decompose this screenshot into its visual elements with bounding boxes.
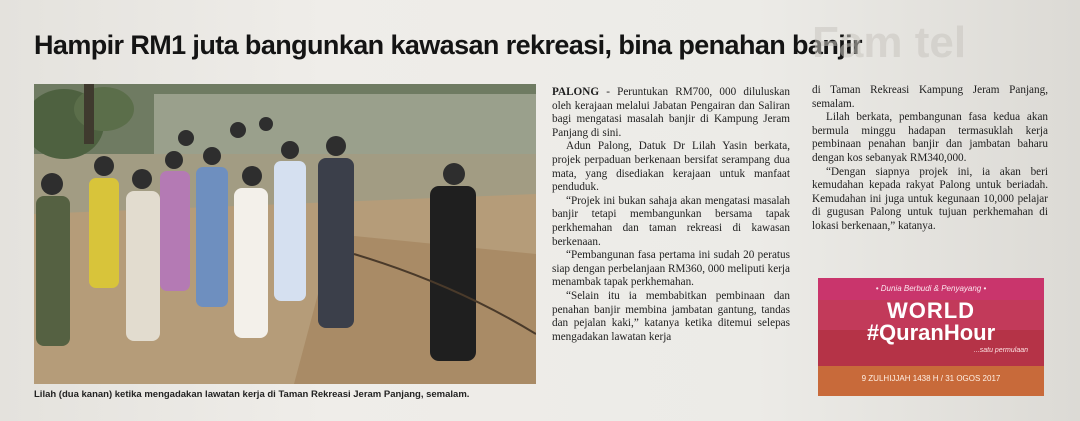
paragraph-text: - Peruntukan RM700, 000 diluluskan oleh kerajaan melalui Jabatan Pengairan dan Saliran bagi mengatasi masalah banjir di Kampung Jeram Panjang di sini. bbox=[552, 86, 790, 139]
dateline: PALONG bbox=[552, 86, 600, 98]
article-paragraph: “Pembangunan fasa pertama ini sudah 20 peratus siap dengan perbelanjaan RM360, 000 meliputi kerja menambak tapak perkhemahan. bbox=[552, 249, 790, 289]
article-paragraph: di Taman Rekreasi Kampung Jeram Panjang, semalam. bbox=[812, 84, 1048, 110]
article-column-2 bbox=[812, 84, 1048, 234]
ad-date: 9 ZULHIJJAH 1438 H / 31 OGOS 2017 bbox=[861, 374, 1001, 383]
article-paragraph bbox=[552, 86, 790, 140]
article-headline: Hampir RM1 juta bangunkan kawasan rekreasi, bina penahan banjir bbox=[34, 30, 862, 60]
article-paragraph: “Projek ini bukan sahaja akan mengatasi masalah banjir tetapi membangunkan bersama tapak perkhemahan dan taman rekreasi di kawasan berkenaan. bbox=[552, 194, 790, 248]
article-paragraph: Adun Palong, Datuk Dr Lilah Yasin berkata, projek perpaduan berkenaan bersifat serampang dua mata, yang disediakan kerajaan untuk manfaat penduduk. bbox=[552, 140, 790, 194]
ad-title-quranhour: #QuranHour bbox=[866, 320, 996, 345]
ad-subtitle: ...satu permulaan bbox=[973, 347, 1028, 354]
photo-illustration bbox=[34, 84, 536, 384]
article-paragraph: “Selain itu ia membabitkan pembinaan dan penahan banjir membina jambatan gantung, tandas dan pejalan kaki,” katanya ketika ditemui selepas mengadakan lawatan kerja bbox=[552, 289, 790, 343]
photo-caption: Lilah (dua kanan) ketika mengadakan lawatan kerja di Taman Rekreasi Jeram Panjang, semalam. bbox=[34, 389, 470, 400]
ad-tagline: • Dunia Berbudi & Penyayang • bbox=[875, 284, 987, 293]
ad-title-world: WORLD bbox=[886, 298, 976, 323]
article-column-1 bbox=[552, 86, 790, 344]
article-paragraph: “Dengan siapnya projek ini, ia akan beri kemudahan kepada rakyat Palong untuk beriadah. Kemudahan ini juga untuk kegunaan 10,000 pelajar di gugusan Palong untuk tujuan perkhemahan di lokasi berkenaan,” katanya. bbox=[812, 165, 1048, 232]
adjacent-page-bleed-text: Fam tel bbox=[812, 18, 967, 67]
world-quranhour-advert bbox=[818, 278, 1044, 396]
article-paragraph: Lilah berkata, pembangunan fasa kedua akan bermula minggu hadapan termasuklah kerja pembinaan penahan banjir dan jambatan baharu dengan kos sebanyak RM340,000. bbox=[812, 111, 1048, 164]
news-photo bbox=[34, 84, 536, 384]
